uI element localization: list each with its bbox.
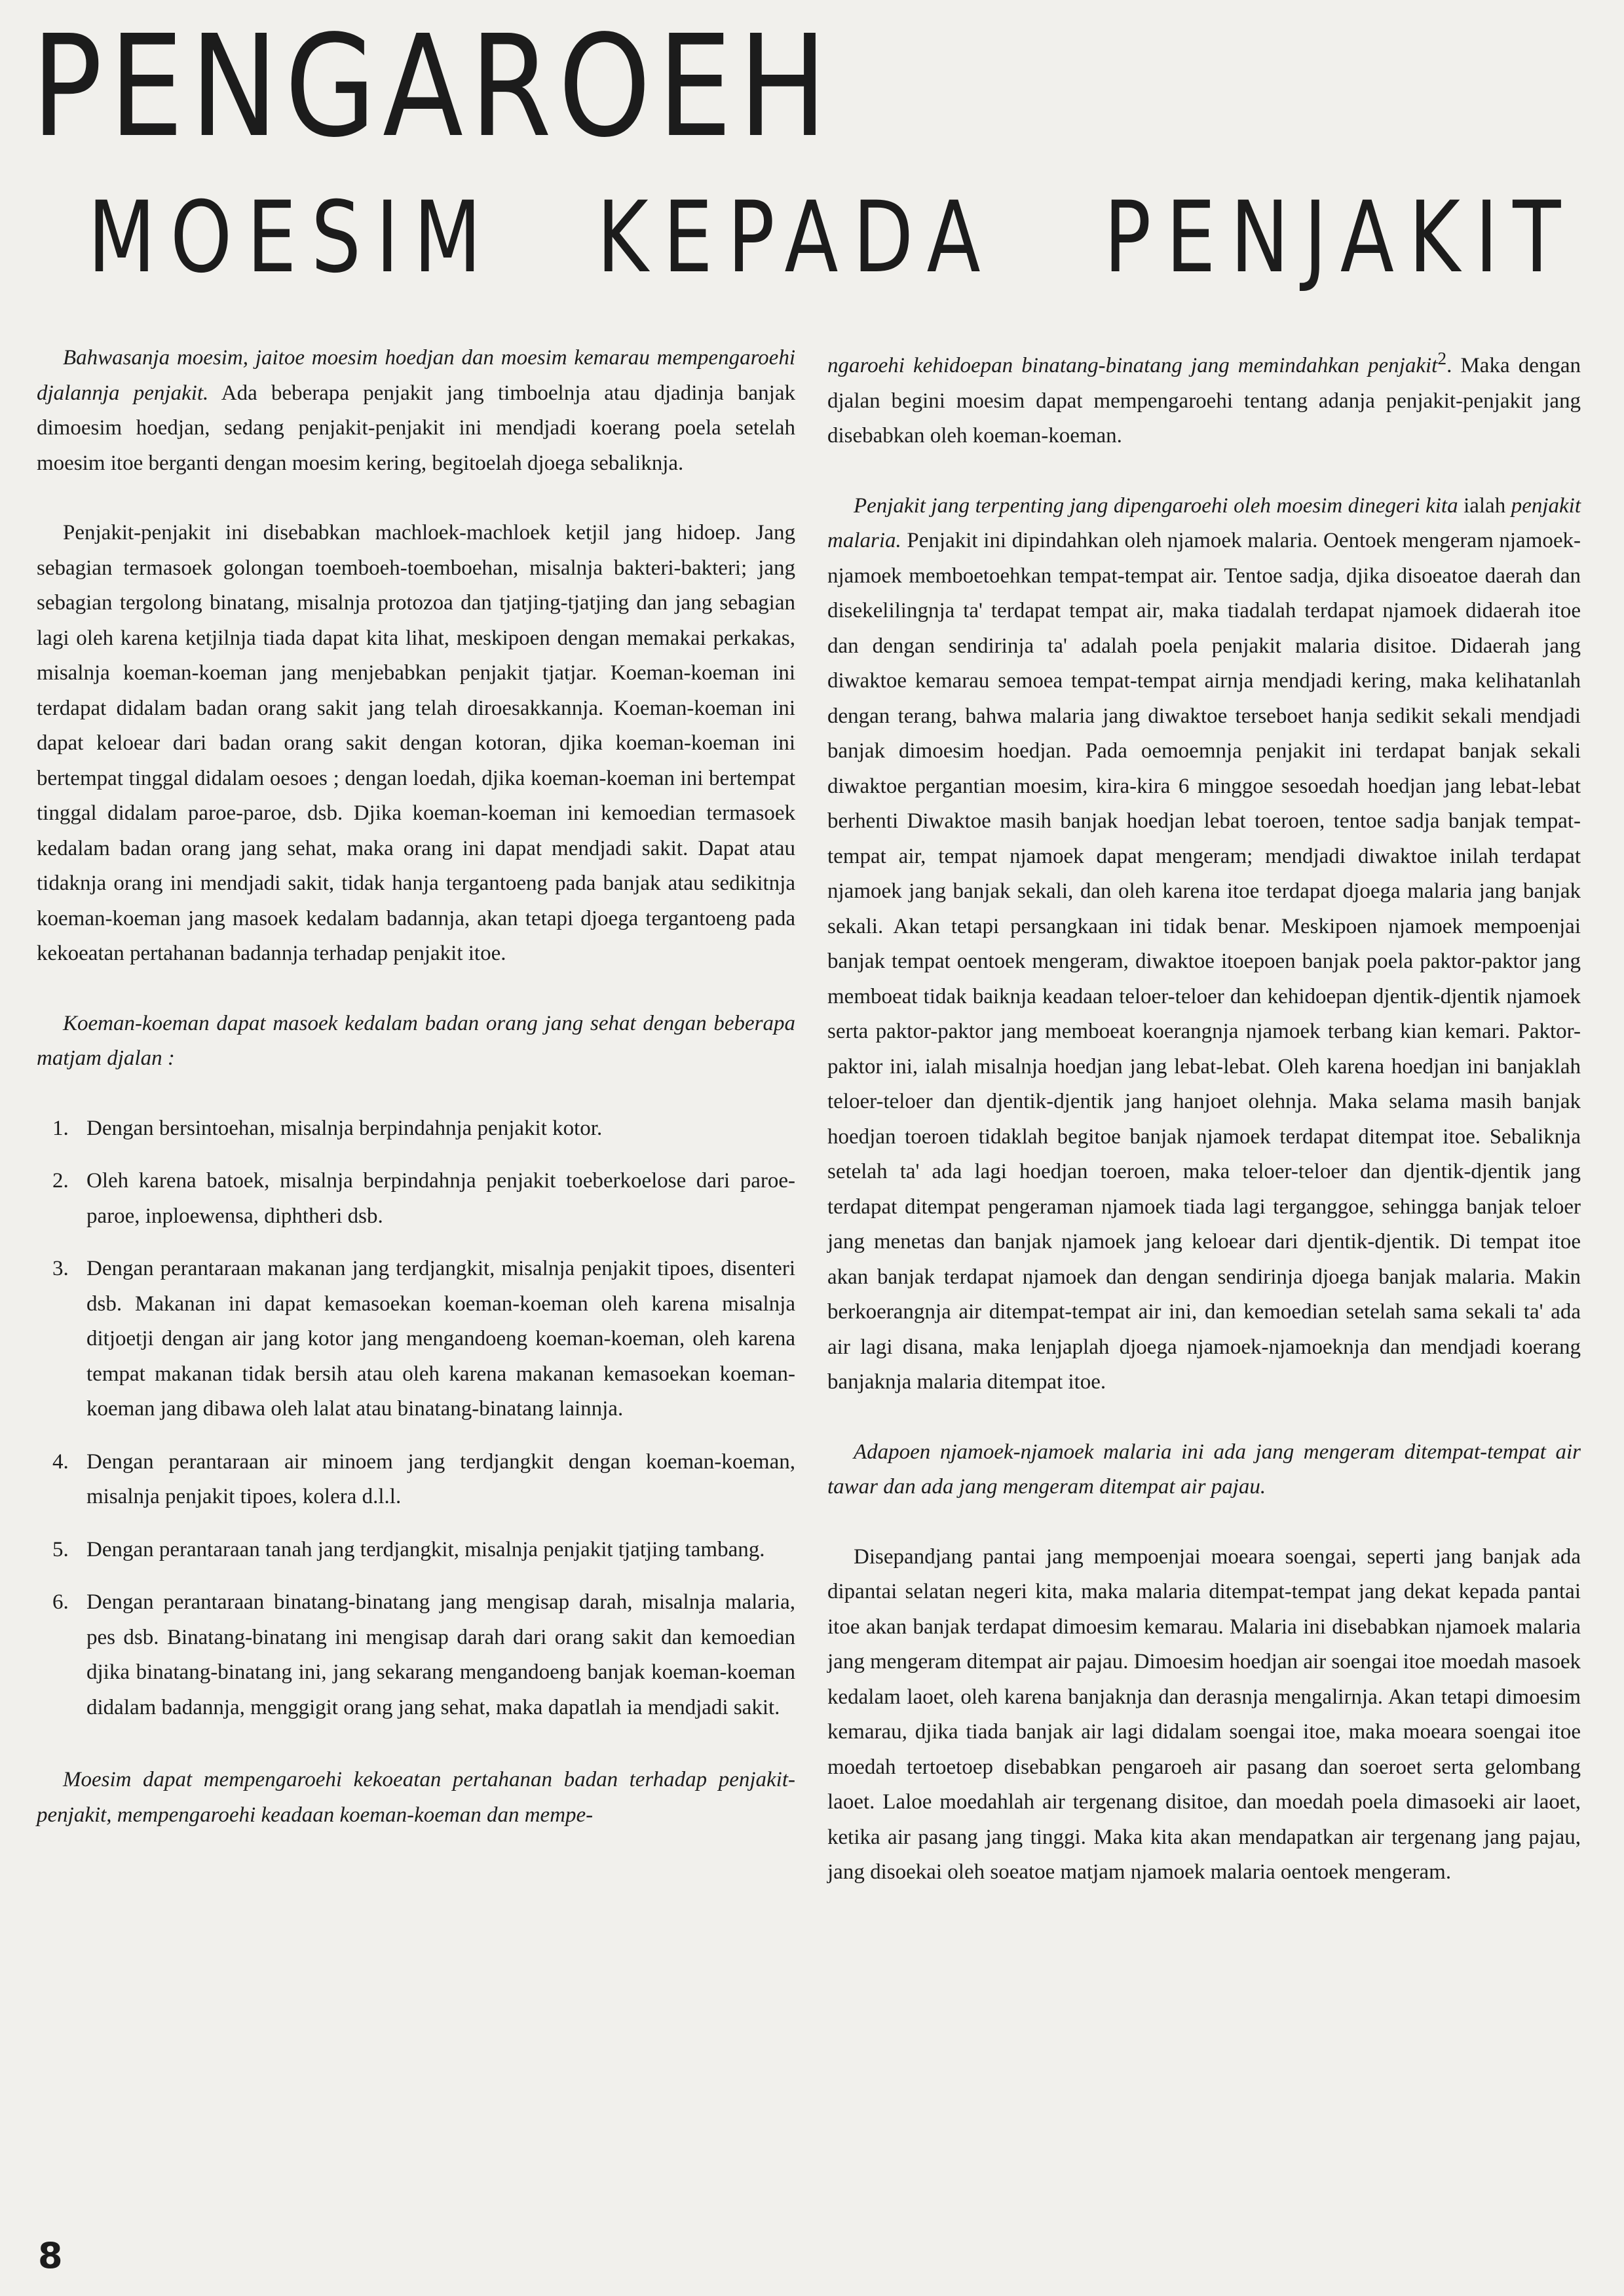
page-number: 8 [38, 2235, 63, 2276]
list-item [37, 1533, 795, 1568]
right-paragraph-3-text: Adapoen njamoek-njamoek malaria ini ada jang mengeram ditempat-tempat air tawar dan ada jang mengeram ditempat air pajau. [827, 1440, 1581, 1499]
list-item-text: Dengan perantaraan makanan jang terdjangkit, misalnja penjakit tipoes, disenteri dsb. Makanan ini dapat kemasoekan koeman-koeman oleh karena misalnja ditjoetji dengan air jang kotor jang mengandoeng koeman-koeman, oleh karena tempat makanan tidak bersih atau oleh karena makanan kemasoekan koeman-koeman jang dibawa oleh lalat atau binatang-binatang lainnja. [86, 1257, 795, 1421]
right-paragraph-1 [827, 341, 1581, 454]
title-word-kepada: KEPADA [597, 181, 996, 295]
right-paragraph-3 [827, 1435, 1581, 1505]
left-paragraph-3 [37, 1006, 795, 1077]
right-paragraph-4: Disepandjang pantai jang mempoenjai moeara soengai, seperti jang banjak ada dipantai selatan negeri kita, maka malaria ditempat-tempat jang dekat kepada pantai itoe akan banjak terdapat dimoesim kemarau. Malaria ini disebabkan njamoek malaria jang mengeram ditempat air pajau. Dimoesim hoedjan air soengai itoe moedah masoek kedalam laoet, oleh karena banjaknja dan derasnja mengalirnja. Akan tetapi dimoesim kemarau, djika tiada banjak air lagi didalam soengai itoe, maka moeara soengai itoe moedah tertoetoep disebabkan pengaroeh air pasang dan soeroet serta gelombang laoet. Laloe moedahlah air tergenang disitoe, dan moedah poela dimasoeki air laoet, ketika air pasang jang tinggi. Maka kita akan mendapatkan air tergenang jang pajau, jang disoekai oleh soeatoe matjam njamoek malaria oentoek mengeram. [827, 1544, 1581, 1884]
left-paragraph-1-lead: Bahwasanja moesim, jaitoe moesim hoedjan dan moesim kemarau mempengaroehi djalannja penjakit. [37, 346, 795, 405]
title-line-1: PENGAROEH [31, 5, 834, 168]
right-paragraph-1-lead: ngaroehi kehidoepan binatang-binatang jang memindahkan penjakit [827, 354, 1438, 377]
list-item [37, 1445, 795, 1515]
right-column [827, 341, 1581, 1890]
list-item-number: 6. [52, 1590, 69, 1614]
right-paragraph-2-body: Penjakit ini dipindahkan oleh njamoek malaria. Oentoek mengeram njamoek-njamoek memboetoehkan tempat-tempat air. Tentoe sadja, djika disoeatoe daerah dan disekelilingnja ta' terdapat tempat air, maka tiadalah terdapat njamoek didaerah itoe dan dengan sendirinja ta' adalah poela penjakit malaria disitoe. Didaerah jang diwaktoe kemarau semoea tempat-tempat airnja mendjadi kering, maka kelihatanlah dengan terang, bahwa malaria jang diwaktoe terseboet hanja sedikit sekali mendjadi banjak dimoesim hoedjan. Pada oemoemnja penjakit ini terdapat banjak sekali diwaktoe pergantian moesim, kira-kira 6 minggoe sesoedah hoedjan jang lebat-lebat berhenti Diwaktoe masih banjak hoedjan lebat toeroen, tentoe sadja banjak tempat-tempat air, tempat njamoek dapat mengeram; mendjadi diwaktoe inilah terdapat njamoek jang banjak sekali, dan oleh karena itoe terdapat djoega malaria jang banjak sekali. Akan tetapi persangkaan ini tidak benar. Meskipoen njamoek mempoenjai banjak tempat oentoek mengeram, diwaktoe itoepoen banjak poela paktor-paktor jang memboeat tidak baiknja keadaan teloer-teloer dan kehidoepan djentik-djentik njamoek serta paktor-paktor jang memboeat koerangnja njamoek terbang kian kemari. Paktor-paktor ini, ialah misalnja hoedjan jang lebat-lebat. Oleh karena hoedjan ini banjaklah teloer-teloer dan djentik-djentik jang hanjoet olehnja. Maka selama masih banjak hoedjan toeroen tidaklah begitoe banjak njamoek terdapat ditempat itoe. Sebaliknja setelah ta' ada lagi hoedjan toeroen, maka teloer-teloer dan djentik-djentik jang terdapat ditempat pengeraman njamoek tiada lagi terganggoe, sehingga banjak teloer jang menetas dan banjak njamoek jang keloear dari djentik-djentik. Di tempat itoe akan banjak terdapat njamoek dan dengan sendirinja djoega banjak malaria. Makin berkoerangnja air ditempat-tempat air ini, dan kemoedian setelah sama sekali ta' ada air lagi disana, maka lenjaplah djoega njamoek-njamoeknja dan mendjadi koerang banjaknja malaria ditempat itoe. [827, 529, 1581, 1394]
list-item [37, 1585, 795, 1725]
list-item [37, 1111, 795, 1147]
list-item [37, 1164, 795, 1234]
right-paragraph-2-connector: ialah [1458, 493, 1511, 518]
title-word-penjakit: PENJAKIT [1104, 181, 1576, 295]
left-paragraph-1-body: Ada beberapa penjakit jang timboelnja atau djadinja banjak dimoesim hoedjan, sedang penjakit-penjakit ini mendjadi koerang poela setelah moesim itoe berganti dengan moesim kering, begitoelah djoega sebaliknja. [37, 381, 795, 475]
right-paragraph-2 [827, 489, 1581, 1400]
right-paragraph-1-body: . Maka dengan djalan begini moesim dapat mempengaroehi tentang adanja penjakit-penjakit jang disebabkan oleh koeman-koeman. [827, 354, 1581, 448]
list-item-number: 2. [52, 1169, 69, 1193]
transmission-list [37, 1111, 795, 1726]
left-column [37, 341, 795, 1833]
right-paragraph-2-term: penjakit malaria. [827, 493, 1581, 552]
list-item-text: Dengan perantaraan binatang-binatang jang mengisap darah, misalnja malaria, pes dsb. Binatang-binatang ini mengisap darah dari orang sakit dan kemoedian djika binatang-binatang ini, jang sekarang mengandoeng banjak koeman-koeman didalam badannja, menggigit orang jang sehat, maka dapatlah ia mendjadi sakit. [86, 1590, 795, 1719]
footnote-marker: 2 [1437, 348, 1447, 368]
left-paragraph-3-text: Koeman-koeman dapat masoek kedalam badan orang jang sehat dengan beberapa matjam djalan : [37, 1011, 795, 1070]
title-word-moesim: MOESIM [87, 181, 497, 295]
list-item-text: Dengan perantaraan tanah jang terdjangkit, misalnja penjakit tjatjing tambang. [86, 1537, 765, 1561]
list-item [37, 1252, 795, 1427]
left-paragraph-2: Penjakit-penjakit ini disebabkan machloek-machloek ketjil jang hidoep. Jang sebagian termasoek golongan toemboeh-toemboehan, misalnja bakteri-bakteri; jang sebagian tergolong binatang, misalnja protozoa dan tjatjing-tjatjing dan jang sebagian lagi oleh karena ketjilnja tiada dapat kita lihat, meskipoen dengan memakai perkakas, misalnja koeman-koeman jang menjebabkan penjakit tjatjar. Koeman-koeman ini terdapat didalam badan orang sakit jang telah diroesakkannja. Koeman-koeman ini dapat keloear dari badan orang sakit dengan kotoran, djika koeman-koeman ini bertempat tinggal didalam oesoes ; dengan loedah, djika koeman-koeman ini bertempat tinggal didalam paroe-paroe, dsb. Djika koeman-koeman ini kemoedian termasoek kedalam badan orang jang sehat, maka orang ini dapat mendjadi sakit. Dapat atau tidaknja orang ini mendjadi sakit, tidak hanja tergantoeng pada banjak atau sedikitnja koeman-koeman jang masoek kedalam badannja, akan tetapi djoega tergantoeng pada kekoeatan pertahanan badannja terhadap penjakit itoe. [37, 521, 795, 965]
right-paragraph-2-lead: Penjakit jang terpenting jang dipengaroehi oleh moesim dinegeri kita [854, 493, 1458, 518]
list-item-number: 3. [52, 1257, 69, 1280]
title-line-2 [37, 176, 1576, 300]
list-item-text: Oleh karena batoek, misalnja berpindahnja penjakit toeberkoelose dari paroe-paroe, inploewensa, diphtheri dsb. [86, 1169, 795, 1228]
list-item-number: 5. [52, 1537, 69, 1561]
list-item-number: 4. [52, 1449, 69, 1474]
left-paragraph-4-text: Moesim dapat mempengaroehi kekoeatan pertahanan badan terhadap penjakit-penjakit, mempengaroehi keadaan koeman-koeman dan mempe- [37, 1768, 795, 1827]
list-item-text: Dengan bersintoehan, misalnja berpindahnja penjakit kotor. [86, 1116, 603, 1140]
left-paragraph-4 [37, 1763, 795, 1833]
list-item-number: 1. [52, 1116, 69, 1140]
left-paragraph-1 [37, 341, 795, 481]
list-item-text: Dengan perantaraan air minoem jang terdjangkit dengan koeman-koeman, misalnja penjakit tipoes, kolera d.l.l. [86, 1449, 795, 1508]
